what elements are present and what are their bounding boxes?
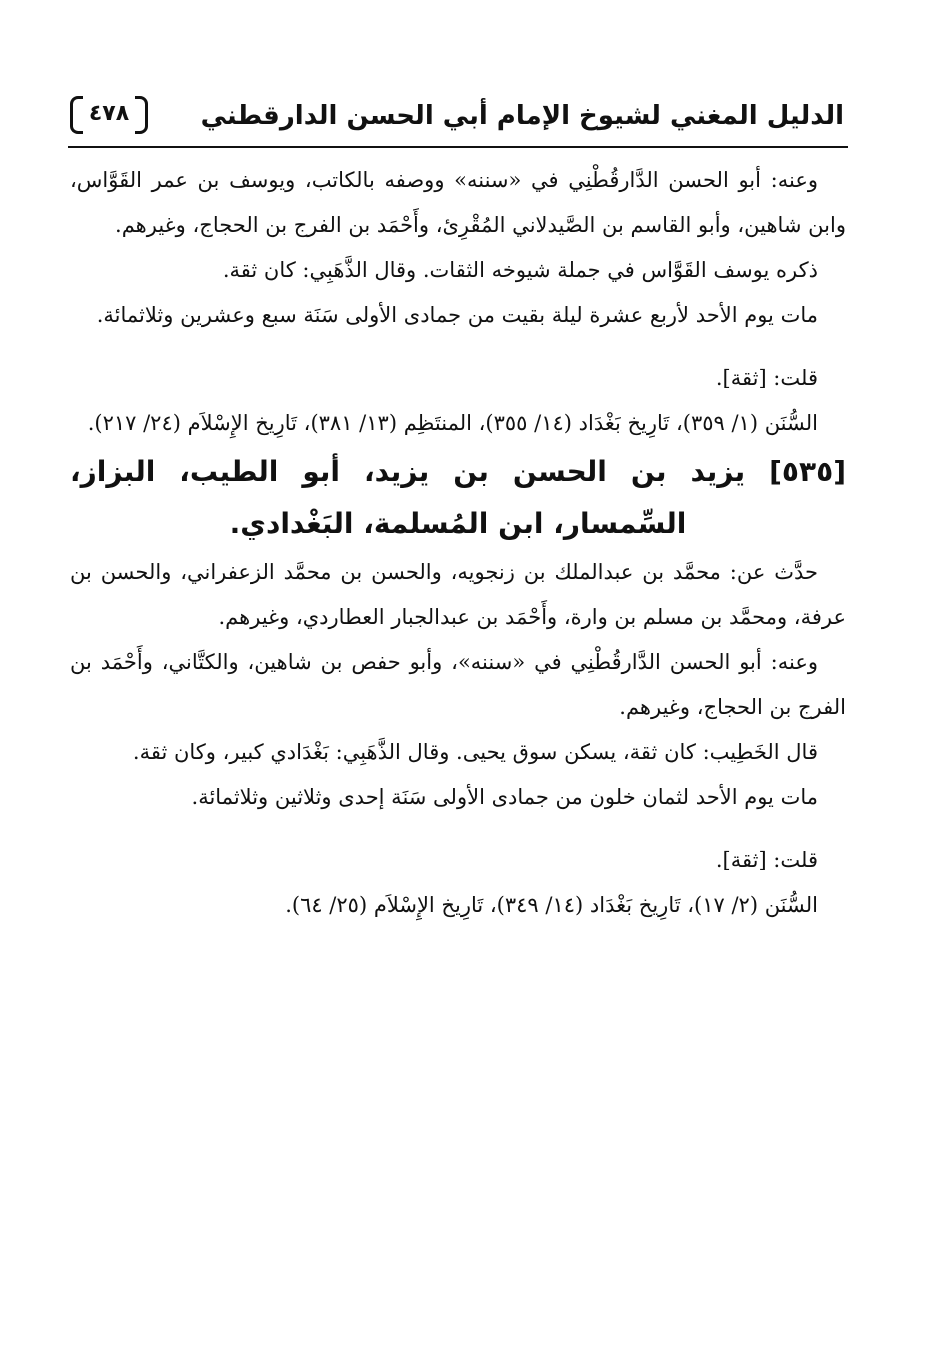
entry-535-sources: السُّنَن (٢/ ١٧)، تَارِيخ بَغْدَاد (١٤/ ٣٤٩)، تَارِيخ الإِسْلاَم (٢٥/ ٦٤). [285,893,818,917]
page-body [70,158,846,928]
entry-535-death: مات يوم الأحد لثمان خلون من جمادى الأولى سَنَة إحدى وثلاثين وثلاثمائة. [191,785,818,809]
entry-534-death: مات يوم الأحد لأربع عشرة ليلة بقيت من جمادى الأولى سَنَة سبع وعشرين وثلاثمائة. [96,303,818,327]
page-number: ٤٧٨ [88,100,130,126]
entry-535-grading: قال الخَطِيب: كان ثقة، يسكن سوق يحيى. وقال الذَّهَبِي: بَغْدَادي كبير، وكان ثقة. [132,740,818,764]
entry-535-title: [٥٣٥] يزيد بن الحسن بن يزيد، أبو الطيب، البزاز، السِّمسار، ابن المُسلمة، البَغْدادي. [70,455,846,540]
entry-534-students: وعنه: أبو الحسن الدَّارقُطْنِي في «سننه» ووصفه بالكاتب، ويوسف بن عمر القَوَّاس، وابن شاهين، وأبو القاسم بن الصَّيدلاني المُقْرِئ، وأَحْمَد بن الفرج بن الحجاج، وغيرهم. [70,168,846,237]
running-title: الدليل المغني لشيوخ الإمام أبي الحسن الدارقطني [200,101,844,131]
left-bracket-ornament [70,96,83,134]
right-bracket-ornament [135,96,148,134]
entry-535-students: وعنه: أبو الحسن الدَّارقُطْنِي في «سننه»، وأبو حفص بن شاهين، والكتَّاني، وأَحْمَد بن الفرج بن الحجاج، وغيرهم. [70,650,846,719]
entry-535-teachers: حدَّث عن: محمَّد بن عبدالملك بن زنجويه، والحسن بن محمَّد الزعفراني، والحسن بن عرفة، ومحمَّد بن مسلم بن وارة، وأَحْمَد بن عبدالجبار العطاردي، وغيرهم. [70,560,846,629]
entry-534-verdict: قلت: [ثقة]. [715,366,818,390]
entry-534-grading: ذكره يوسف القَوَّاس في جملة شيوخه الثقات. وقال الذَّهَبِي: كان ثقة. [222,258,818,282]
entry-534-sources: السُّنَن (١/ ٣٥٩)، تَارِيخ بَغْدَاد (١٤/ ٣٥٥)، المنتَظِم (١٣/ ٣٨١)، تَارِيخ الإِسْلاَم (٢٤/ ٢١٧). [87,411,818,435]
entry-535-verdict: قلت: [ثقة]. [715,848,818,872]
page-number-box [70,96,148,130]
